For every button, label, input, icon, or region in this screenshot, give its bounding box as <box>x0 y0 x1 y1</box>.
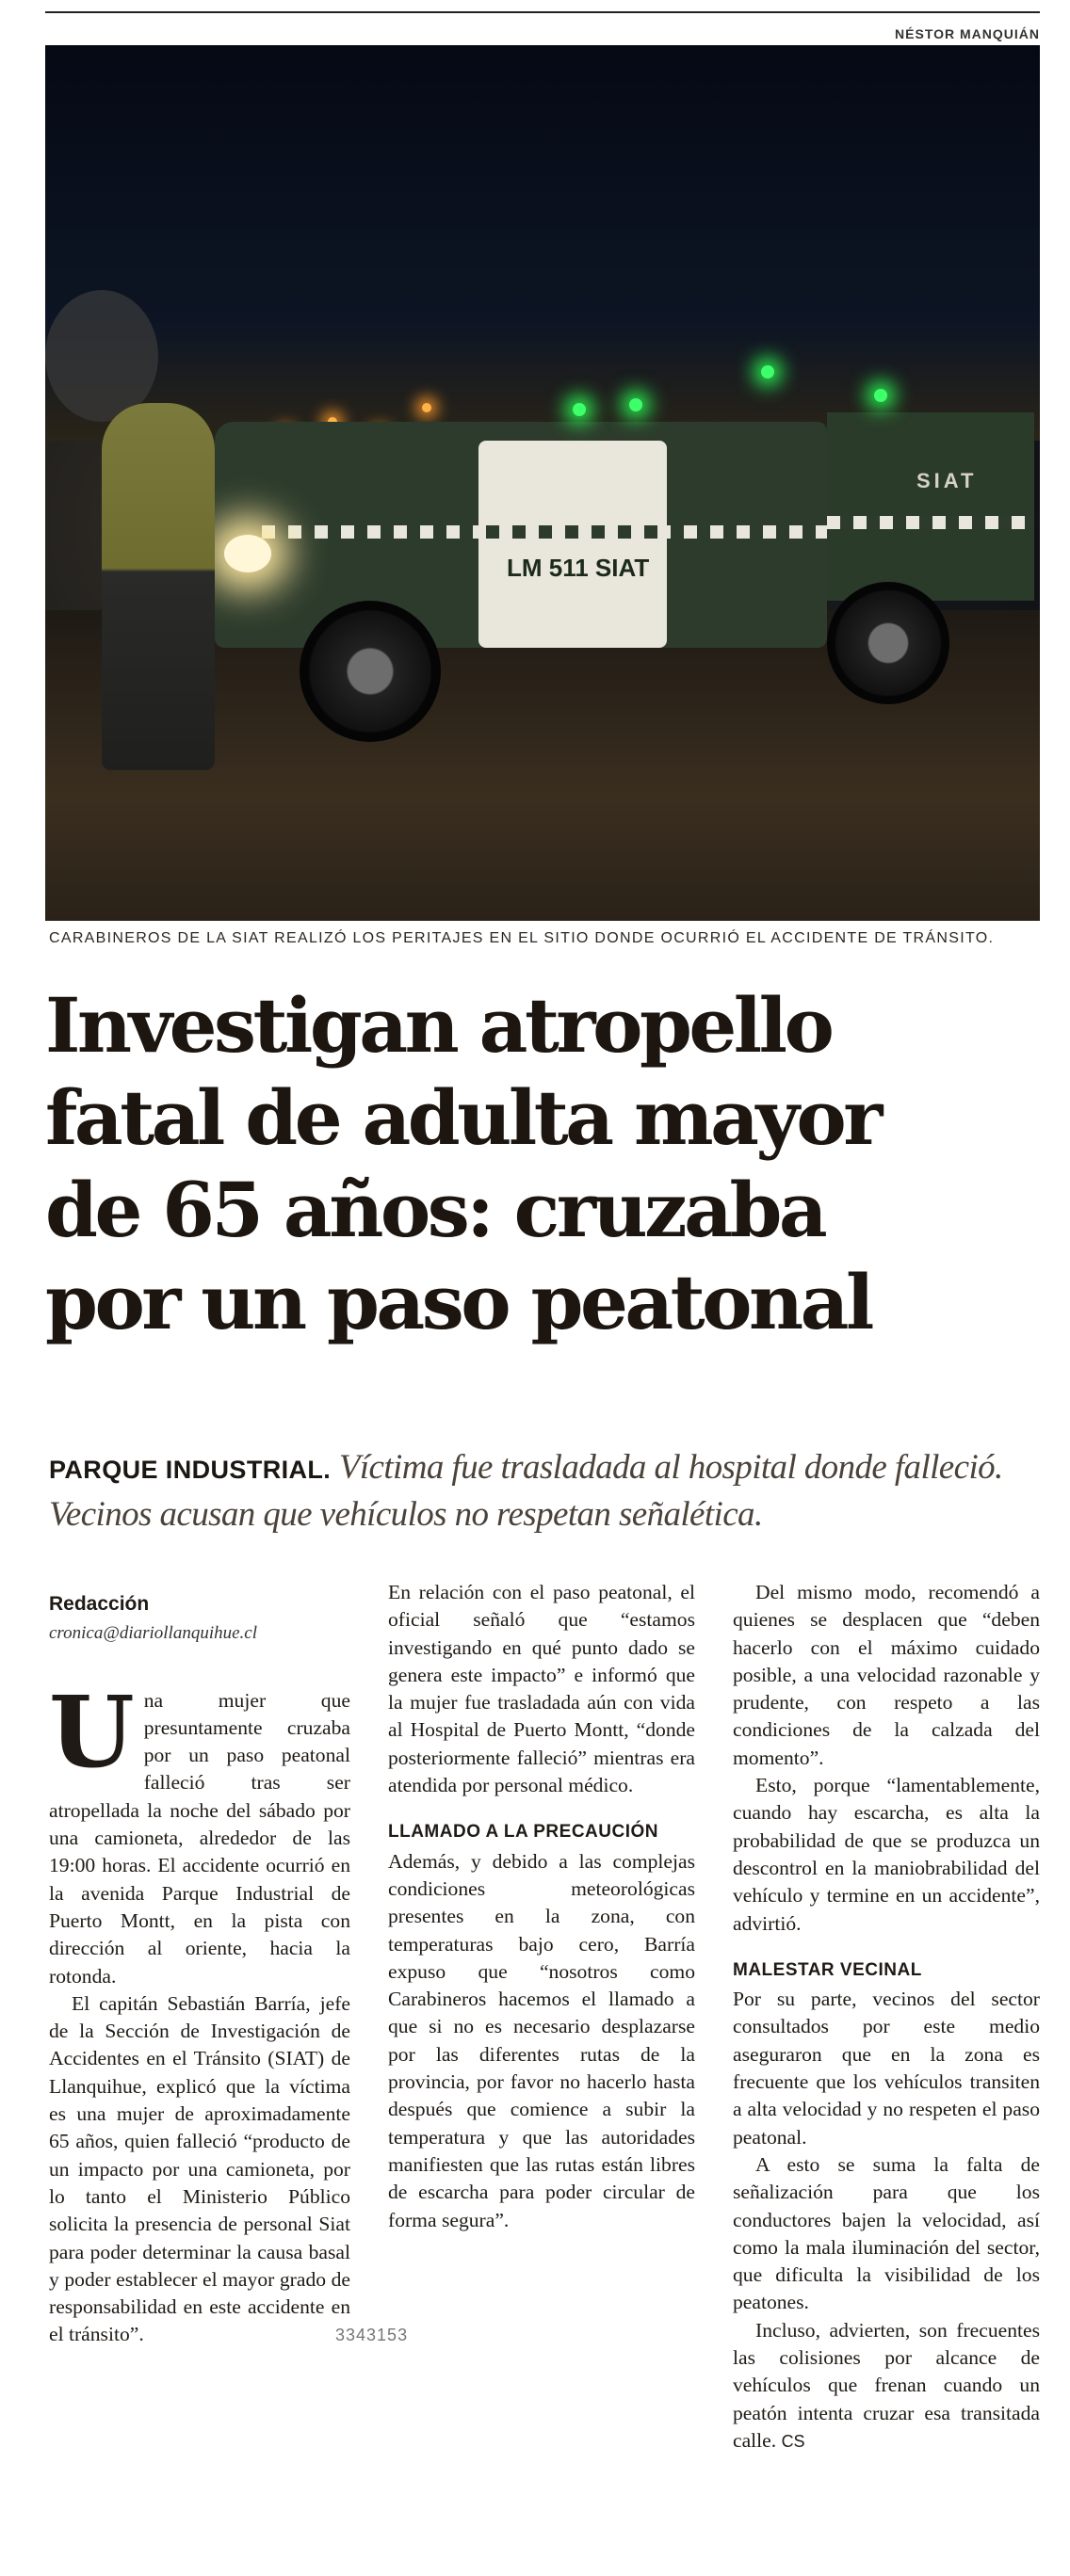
truck-wheel <box>300 601 441 742</box>
paragraph: Del mismo modo, recomendó a quienes se desplacen que “deben hacerlo con el máximo cuidado posible, a una velocidad razonable y prudente, con respeto a las condiciones de la calzada del momento”. <box>733 1581 1040 1769</box>
paragraph-text: na mujer que presuntamente cruzaba por un paso peatonal falleció tras ser atropellada la noche del sábado por una camioneta, alrededor de las 19:00 horas. El accidente ocurrió en la avenida Parque Industrial de Puerto Montt, en la pista con dirección al oriente, hacia la rotonda. <box>49 1688 350 1988</box>
column-2 <box>388 1579 695 2234</box>
paragraph-text: Incluso, advierten, son frecuentes las colisiones por alcance de vehículos que frenan cuando un peatón intenta cruzar esa transitada calle. <box>733 2318 1040 2452</box>
paragraph <box>733 2317 1040 2455</box>
headline-line: fatal de adulta mayor <box>45 1073 880 1162</box>
truck-bed <box>827 412 1034 601</box>
checkered-stripe <box>827 516 1034 529</box>
byline: Redacción <box>49 1593 150 1615</box>
column-3 <box>733 1579 1040 2455</box>
paragraph: A esto se suma la falta de señalización para que los conductores bajen la velocidad, así como la mala iluminación del sector, que dificulta la visibilidad de los peatones. <box>733 2152 1040 2314</box>
siren-light <box>573 403 586 416</box>
deck-kicker: PARQUE INDUSTRIAL. <box>49 1456 332 1484</box>
paragraph: Además, y debido a las complejas condiciones meteorológicas presentes en la zona, con temperaturas bajo cero, Barría expuso que “nosotros como Carabineros hacemos el llamado a que si no es necesario desplazarse por las diferentes rutas de la provincia, por favor no hacerlo hasta después que comience a subir la temperatura y que las autoridades manifiesten que las rutas están libres de escarcha para poder circular de forma segura”. <box>388 1849 695 2231</box>
street-lamp <box>422 403 431 412</box>
headline <box>45 979 1044 1348</box>
siren-light <box>629 398 642 411</box>
deck-text: Víctima fue trasladada al hospital donde falleció. Vecinos acusan que vehículos no respetan señalética. <box>49 1448 1003 1534</box>
paragraph: El capitán Sebastián Barría, jefe de la Sección de Investigación de Accidentes en el Tránsito (SIAT) de Llanquihue, explicó que la víctima es una mujer de aproximadamente 65 años, quien falleció “producto de un impacto por una camioneta, por lo tanto el Ministerio Público solicita la presencia de personal Siat para poder determinar la causa basal y poder establecer el mayor grado de responsabilidad en este accidente en el tránsito”. <box>49 1991 350 2346</box>
paragraph: En relación con el paso peatonal, el oficial señaló que “estamos investigando en qué punto dado se genera este impacto” e informó que la mujer fue trasladada aún con vida al Hospital de Puerto Montt, “donde posteriormente falleció” mientras era atendida por personal médico. <box>388 1581 695 1797</box>
truck-door-plate: LM 511 SIAT <box>507 554 650 582</box>
photo-caption: CARABINEROS DE LA SIAT REALIZÓ LOS PERITAJES EN EL SITIO DONDE OCURRIÓ EL ACCIDENTE DE TRÁNSITO. <box>49 930 995 946</box>
watermark-id: 3343153 <box>335 2326 409 2344</box>
news-photo <box>45 45 1040 921</box>
headline-line: Investigan atropello <box>45 981 832 1070</box>
siren-light <box>761 365 774 378</box>
headline-line: de 65 años: cruzaba <box>45 1166 825 1254</box>
subhead: MALESTAR VECINAL <box>733 1959 922 1980</box>
deck <box>49 1445 1040 1538</box>
subhead: LLAMADO A LA PRECAUCIÓN <box>388 1822 658 1843</box>
author-credit: NÉSTOR MANQUIÁN <box>895 26 1040 41</box>
top-rule <box>45 11 1040 13</box>
drop-cap: U <box>49 1673 135 1790</box>
truck-wheel <box>827 582 949 704</box>
truck-bed-label: SIAT <box>916 469 978 492</box>
tree <box>45 290 158 422</box>
end-mark: CS <box>781 2431 805 2451</box>
headline-line: por un paso peatonal <box>45 1258 871 1346</box>
headlight <box>224 535 271 572</box>
police-officer <box>102 403 215 770</box>
truck-door <box>478 441 667 648</box>
column-1 <box>49 1579 350 2349</box>
paragraph: Esto, porque “lamentablemente, cuando hay escarcha, es alta la probabilidad de que se produzca un descontrol en la maniobrabilidad del vehículo y termine en un accidente”, advirtió. <box>733 1774 1040 1935</box>
paragraph <box>49 1673 350 1990</box>
siren-light <box>874 389 887 402</box>
paragraph: Por su parte, vecinos del sector consultados por este medio aseguraron que en la zona es frecuente que los vehículos transiten a alta velocidad y no respeten el paso peatonal. <box>733 1988 1040 2149</box>
night-sky <box>45 45 1040 441</box>
byline-email: cronica@diariollanquihue.cl <box>49 1623 257 1644</box>
checkered-stripe <box>262 525 827 539</box>
